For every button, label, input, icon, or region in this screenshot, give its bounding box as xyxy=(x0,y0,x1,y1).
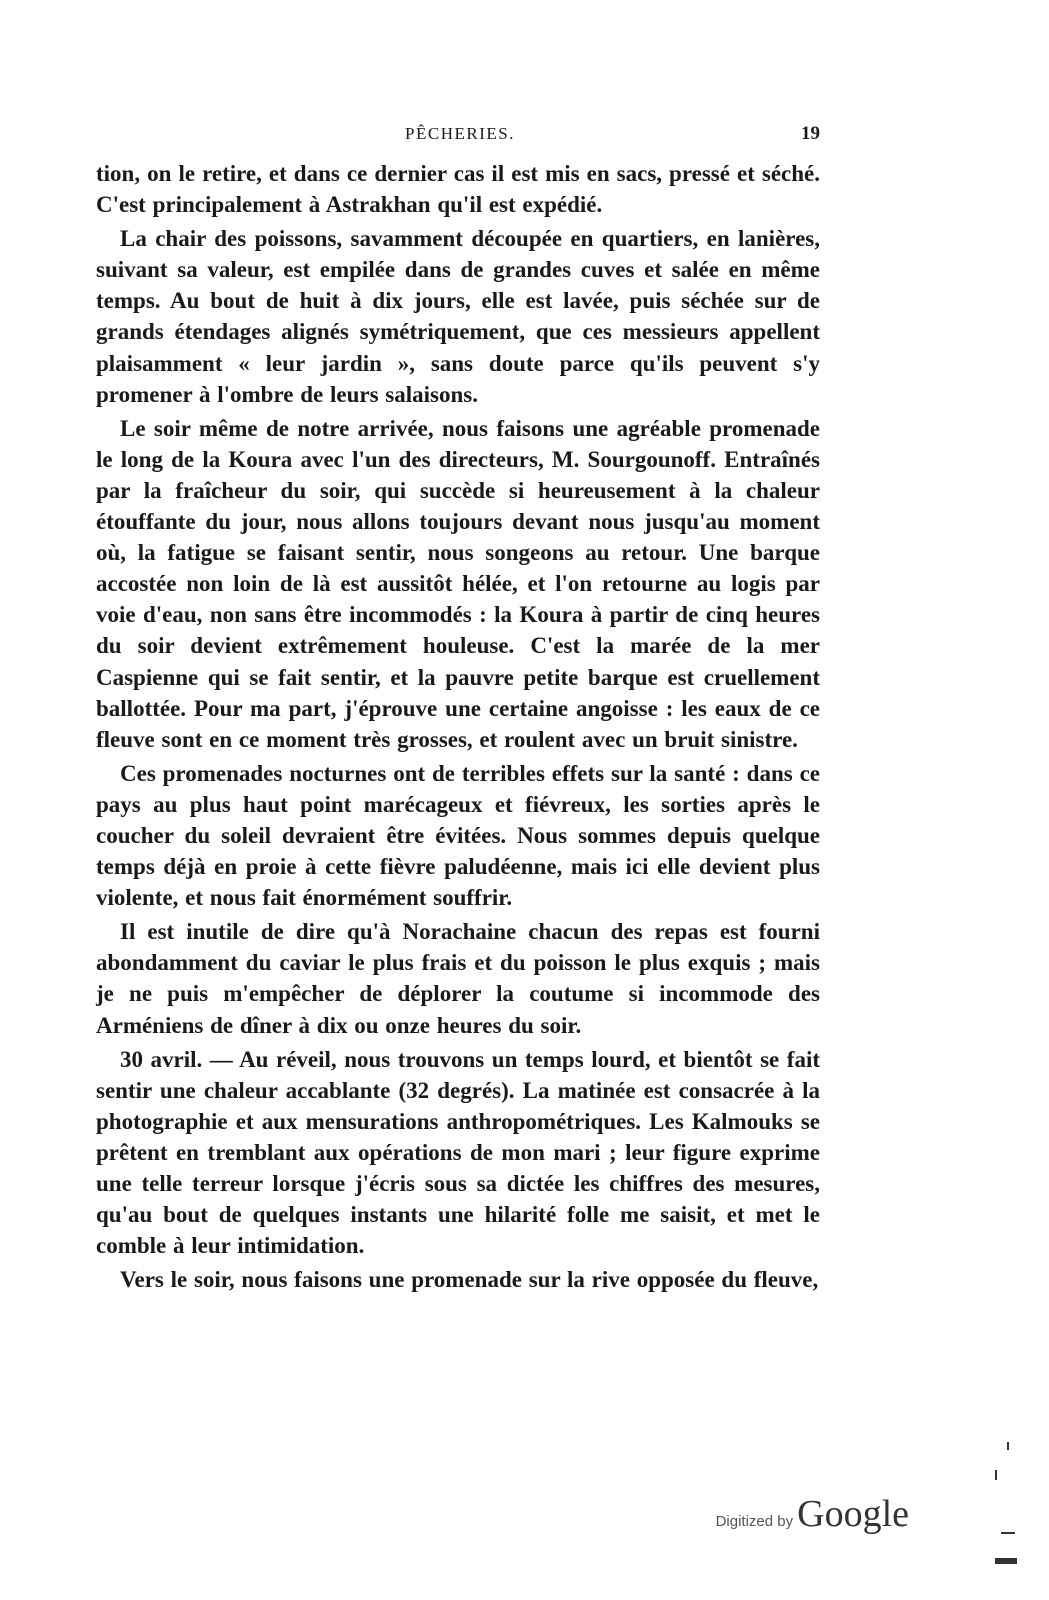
google-logo: Google xyxy=(797,1493,909,1535)
page-number: 19 xyxy=(801,123,820,144)
paragraph-fever: Ces promenades nocturnes ont de terribles effets sur la santé : dans ce pays au plus haut point marécageux et fiévreux, les sorties après le coucher du soleil devraient être évitées. Nous sommes depuis quelque temps déjà en proie à cette fièvre paludéenne, mais ici elle devient plus violente, et nous fait énormément souffrir. xyxy=(96,760,820,911)
running-head xyxy=(100,122,820,146)
paragraph-evening-river: Vers le soir, nous faisons une promenade sur la rive opposée du fleuve, xyxy=(120,1267,819,1293)
scan-specks xyxy=(991,1440,1021,1570)
watermark-prefix: Digitized by xyxy=(715,1513,794,1530)
paragraph-meals: Il est inutile de dire qu'à Norachaine chacun des repas est fourni abondamment du caviar le plus frais et du poisson le plus exquis ; mais je ne puis m'empêcher de déplorer la coutume si incommode des Arméniens de dîner à dix ou onze heures du soir. xyxy=(96,919,820,1038)
paragraph-continued: tion, on le retire, et dans ce dernier cas il est mis en sacs, pressé et séché. C'est principalement à Astrakhan qu'il est expédié. xyxy=(96,161,820,218)
body-text xyxy=(96,158,820,1298)
paragraph-april-30: 30 avril. — Au réveil, nous trouvons un temps lourd, et bientôt se fait sentir une chaleur accablante (32 degrés). La matinée est consacrée à la photographie et aux mensurations anthropométriques. Les Kalmouks se prêtent en tremblant aux opérations de mon mari ; leur figure exprime une telle terreur lorsque j'écris sous sa dictée les chiffres des mesures, qu'au bout de quelques instants une hilarité folle me saisit, et met le comble à leur intimidation. xyxy=(96,1046,820,1259)
paragraph-evening-walk: Le soir même de notre arrivée, nous faisons une agréable promenade le long de la Koura avec l'un des directeurs, M. Sourgounoff. Entraînés par la fraîcheur du soir, qui succède si heureusement à la chaleur étouffante du jour, nous allons toujours devant nous jusqu'au moment où, la fatigue se faisant sentir, nous songeons au retour. Une barque accostée non loin de là est aussitôt hélée, et l'on retourne au logis par voie d'eau, non sans être incommodés : la Koura à partir de cinq heures du soir devient extrêmement houleuse. C'est la marée de la mer Caspienne qui se fait sentir, et la pauvre petite barque est cruellement ballottée. Pour ma part, j'éprouve une certaine angoisse : les eaux de ce fleuve sont en ce moment très grosses, et roulent avec un bruit sinistre. xyxy=(96,415,820,752)
digitized-watermark xyxy=(716,1492,909,1542)
running-title: PÊCHERIES. xyxy=(405,124,515,143)
paragraph-fish-drying: La chair des poissons, savamment découpée en quartiers, en lanières, suivant sa valeur, est empilée dans de grandes cuves et salée en même temps. Au bout de huit à dix jours, elle est lavée, puis séchée sur de grands étendages alignés symétriquement, que ces messieurs appellent plaisamment « leur jardin », sans doute parce qu'ils peuvent s'y promener à l'ombre de leurs salaisons. xyxy=(96,226,820,407)
